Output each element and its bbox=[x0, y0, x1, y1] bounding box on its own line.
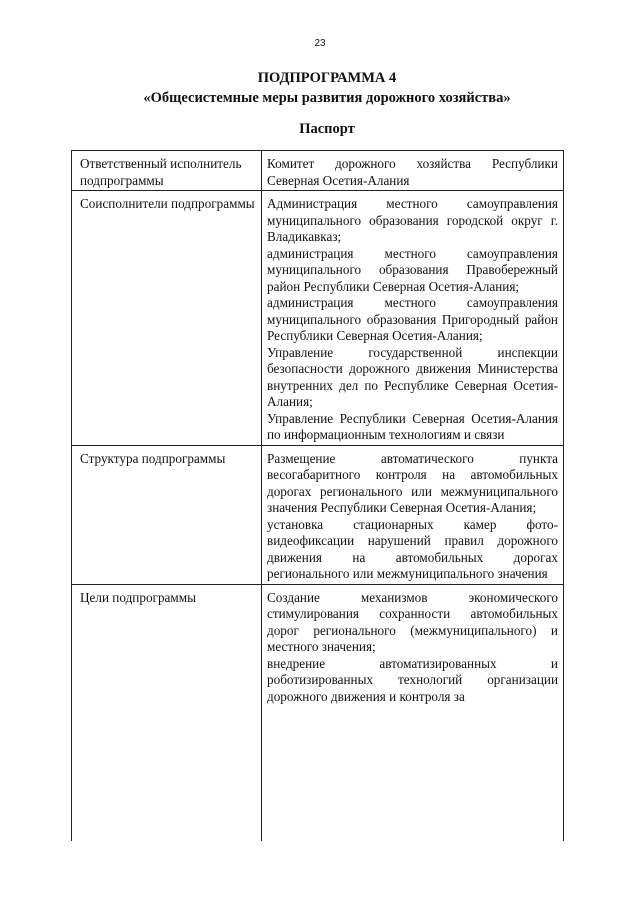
row-label: Цели подпрограммы bbox=[72, 584, 262, 841]
section-heading: Паспорт bbox=[299, 121, 355, 137]
row-label: Ответственный исполнитель подпрограммы bbox=[72, 151, 262, 191]
row-paragraph: Комитет дорожного хозяйства Республики Северная Осетия-Алания bbox=[267, 156, 558, 188]
row-value bbox=[262, 191, 564, 446]
row-paragraph: Размещение автоматического пункта весогабаритного контроля на автомобильных дорогах регионального или межмуниципального значения Республики Северная Осетия-Алания; bbox=[267, 450, 558, 515]
row-value bbox=[262, 584, 564, 841]
table-row bbox=[72, 584, 564, 841]
row-paragraph: установка стационарных камер фото-видеофиксации нарушений правил дорожного движения на автомобильных дорогах регионального или межмуниципального значения bbox=[267, 516, 558, 581]
row-label: Соисполнители подпрограммы bbox=[72, 191, 262, 446]
document-title bbox=[0, 68, 640, 108]
row-paragraph: администрация местного самоуправления муниципального образования Пригородный район Республики Северная Осетия-Алания; bbox=[267, 295, 558, 343]
table-row bbox=[72, 151, 564, 191]
table-row bbox=[72, 445, 564, 584]
page-number: 23 bbox=[314, 38, 326, 49]
row-paragraph: Создание механизмов экономического стимулирования сохранности автомобильных дорог регионального (межмуниципального) и местного значения; bbox=[267, 589, 558, 654]
row-value bbox=[262, 445, 564, 584]
row-paragraph: Управление Республики Северная Осетия-Алания по информационным технологиям и связи bbox=[267, 410, 558, 442]
row-paragraph: внедрение автоматизированных и роботизированных технологий организации дорожного движения и контроля за bbox=[267, 655, 558, 704]
row-label: Структура подпрограммы bbox=[72, 445, 262, 584]
row-value bbox=[262, 151, 564, 191]
row-paragraph: Администрация местного самоуправления муниципального образования городской округ г. Владикавказ; bbox=[267, 196, 558, 244]
row-paragraph: Управление государственной инспекции безопасности дорожного движения Министерства внутренних дел по Республике Северная Осетия-Алания; bbox=[267, 344, 558, 409]
row-paragraph: администрация местного самоуправления муниципального образования Правобережный район Республики Северная Осетия-Алания; bbox=[267, 245, 558, 294]
table-row bbox=[72, 191, 564, 446]
title-line-1: ПОДПРОГРАММА 4 bbox=[257, 70, 397, 86]
passport-table bbox=[71, 150, 564, 841]
title-line-2: «Общесистемные меры развития дорожного хозяйства» bbox=[143, 90, 511, 106]
